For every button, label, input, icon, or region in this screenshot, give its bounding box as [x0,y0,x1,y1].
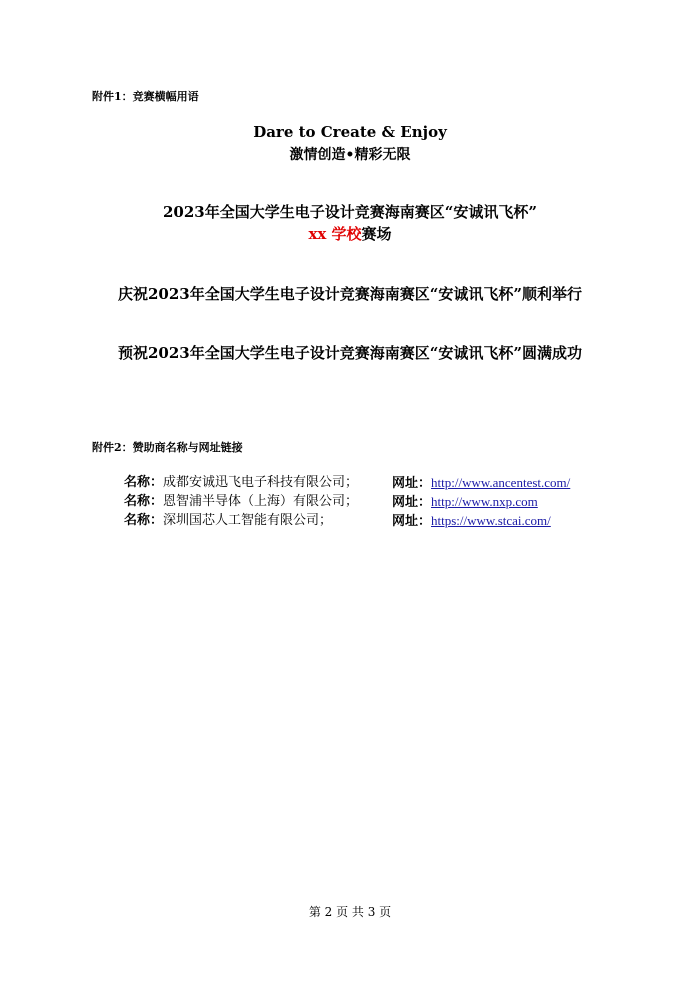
appendix2-heading: 附件2：赞助商名称与网址链接 [92,441,243,454]
school-placeholder: xx 学校 [308,225,362,243]
name-label: 名称： [124,475,164,490]
slogan-chinese: 激情创造•精彩无限 [289,147,411,163]
slogan-english: Dare to Create & Enjoy [253,123,447,141]
page-footer: 第 2 页 共 3 页 [308,905,392,919]
sponsor-name: 成都安诚迅飞电子科技有限公司； [163,475,359,490]
sponsor-link[interactable]: http://www.ancentest.com/ [431,475,571,490]
sponsor-link[interactable]: https://www.stcai.com/ [431,513,551,528]
venue-suffix: 赛场 [361,225,392,243]
banner-wish: 预祝2023年全国大学生电子设计竞赛海南赛区“安诚讯飞杯”圆满成功 [117,344,582,362]
url-label: 网址： [392,476,432,491]
venue-title: 2023年全国大学生电子设计竞赛海南赛区“安诚讯飞杯” [162,203,537,221]
url-label: 网址： [392,495,432,510]
venue-line [0,223,700,244]
sponsor-name: 深圳国芯人工智能有限公司； [163,513,333,528]
sponsor-name: 恩智浦半导体（上海）有限公司； [163,494,359,509]
banner-celebrate: 庆祝2023年全国大学生电子设计竞赛海南赛区“安诚讯飞杯”顺利举行 [117,285,582,303]
name-label: 名称： [124,494,164,509]
name-label: 名称： [124,513,164,528]
sponsor-row [124,473,571,493]
sponsor-row [124,492,538,512]
sponsor-row [124,511,551,531]
url-label: 网址： [392,514,432,529]
appendix1-heading: 附件1：竞赛横幅用语 [92,90,199,103]
sponsor-link[interactable]: http://www.nxp.com [431,494,538,509]
